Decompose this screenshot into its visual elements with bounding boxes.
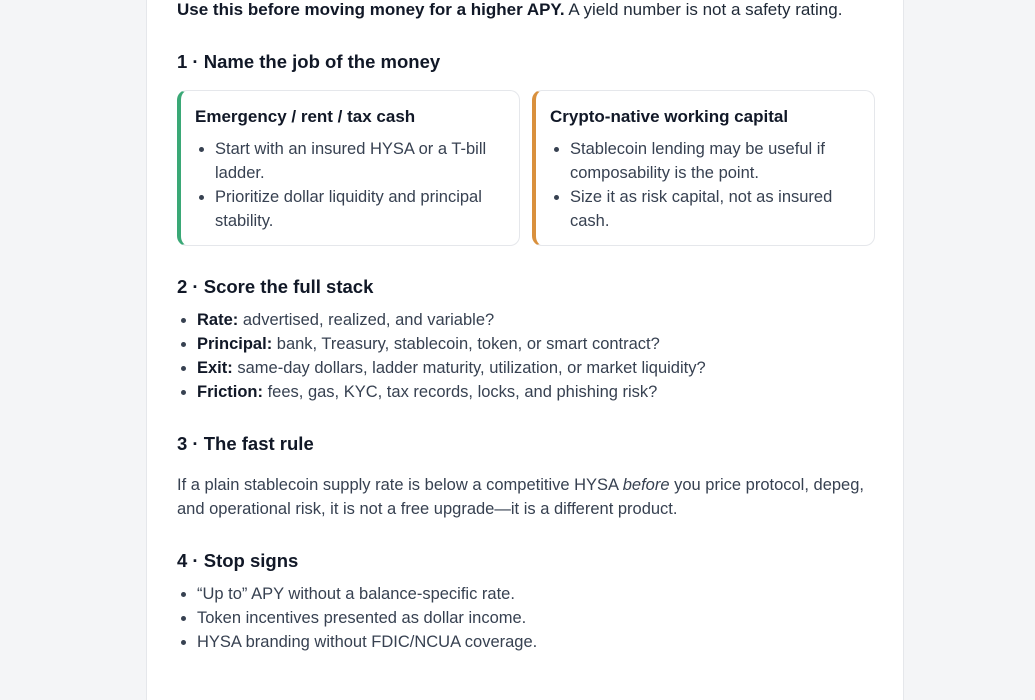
list-item: • Stablecoin lending may be useful if composability is the point. bbox=[570, 137, 860, 185]
list-item: • Size it as risk capital, not as insured cash. bbox=[570, 185, 860, 233]
list-item bbox=[197, 380, 877, 404]
panel-title: Crypto-native working capital bbox=[550, 107, 789, 126]
panel-crypto-capital bbox=[532, 90, 875, 246]
content-card bbox=[146, 0, 904, 700]
intro-rest: A yield number is not a safety rating. bbox=[564, 0, 843, 19]
score-list bbox=[177, 308, 877, 404]
list-item bbox=[197, 308, 877, 332]
section-2-heading: 2 · Score the full stack bbox=[177, 276, 374, 297]
list-item: • Start with an insured HYSA or a T-bill ladder. bbox=[215, 137, 505, 185]
stop-signs-list bbox=[177, 582, 877, 654]
panel-title: Emergency / rent / tax cash bbox=[195, 107, 416, 126]
rule-before: If a plain stablecoin supply rate is below a competitive HYSA bbox=[177, 476, 623, 494]
item-label: Exit: bbox=[197, 359, 233, 377]
panel-list bbox=[195, 137, 505, 233]
rule-after: you price protocol, depeg, and operational risk, it is not a free upgrade—it is a different product. bbox=[177, 476, 864, 518]
section-1-heading: 1 · Name the job of the money bbox=[177, 51, 441, 72]
item-text: advertised, realized, and variable? bbox=[238, 311, 495, 329]
list-item: • “Up to” APY without a balance-specific rate. bbox=[197, 582, 877, 606]
rule-emphasis: before bbox=[622, 476, 670, 494]
panel-list bbox=[550, 137, 860, 233]
item-label: Friction: bbox=[197, 383, 263, 401]
section-4-heading: 4 · Stop signs bbox=[177, 550, 299, 571]
list-item bbox=[197, 332, 877, 356]
list-item: • Token incentives presented as dollar income. bbox=[197, 606, 877, 630]
section-3-heading: 3 · The fast rule bbox=[177, 433, 314, 454]
item-label: Principal: bbox=[197, 335, 273, 353]
item-label: Rate: bbox=[197, 311, 239, 329]
fast-rule-text bbox=[177, 473, 867, 521]
item-text: bank, Treasury, stablecoin, token, or smart contract? bbox=[272, 335, 660, 353]
item-text: fees, gas, KYC, tax records, locks, and phishing risk? bbox=[263, 383, 658, 401]
panel-emergency-cash bbox=[177, 90, 520, 246]
item-text: same-day dollars, ladder maturity, utilization, or market liquidity? bbox=[232, 359, 706, 377]
intro-bold: Use this before moving money for a higher APY. bbox=[177, 0, 565, 19]
list-item bbox=[197, 356, 877, 380]
list-item: • HYSA branding without FDIC/NCUA coverage. bbox=[197, 630, 877, 654]
intro-text bbox=[177, 0, 842, 21]
list-item: • Prioritize dollar liquidity and principal stability. bbox=[215, 185, 505, 233]
